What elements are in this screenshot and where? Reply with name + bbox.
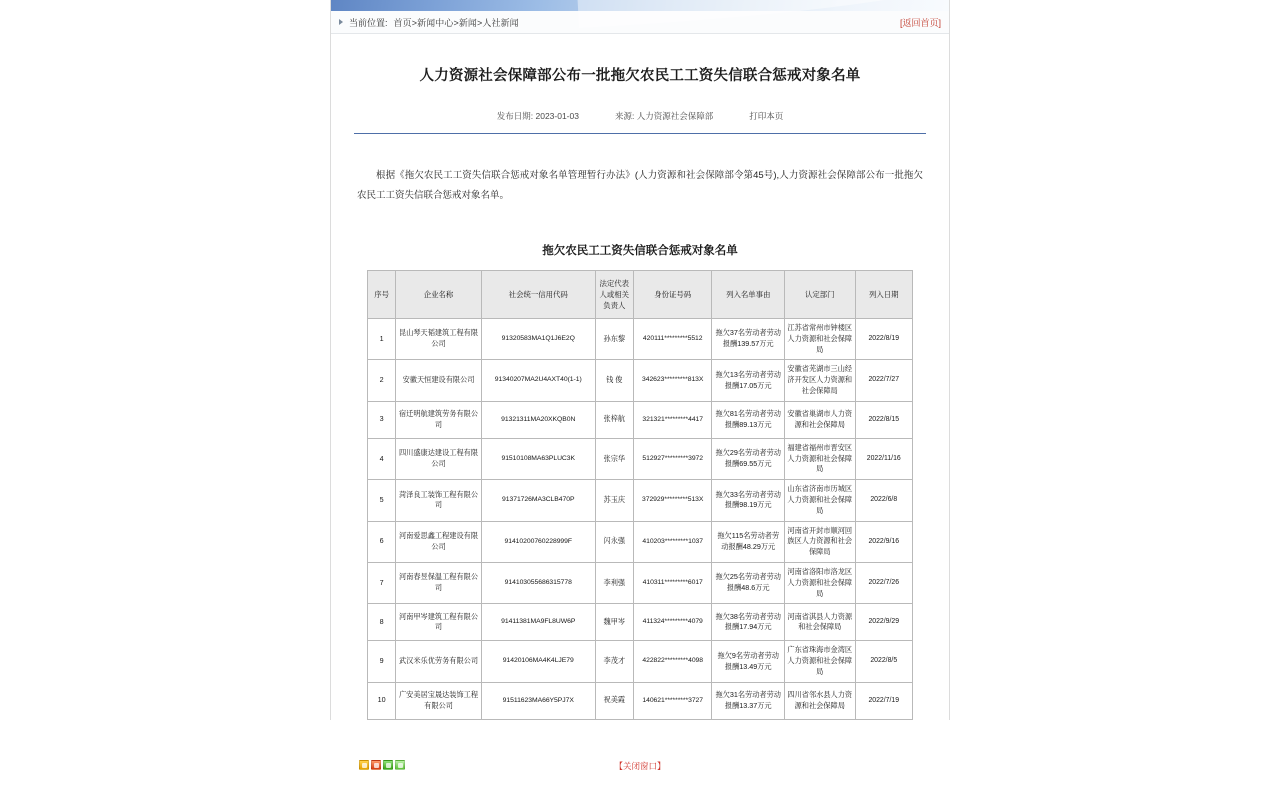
table-container	[353, 270, 927, 720]
article-footer	[331, 742, 949, 786]
article-body	[331, 44, 949, 720]
table-row	[368, 480, 913, 521]
cell-dept: 广东省珠海市金湾区人力资源和社会保障局	[785, 641, 856, 682]
cell-company: 武汉米乐优劳务有限公司	[396, 641, 482, 682]
cell-dept: 安徽省芜湖市三山经济开发区人力资源和社会保障局	[785, 360, 856, 401]
table-row	[368, 562, 913, 603]
cell-company: 四川盛康达建设工程有限公司	[396, 438, 482, 479]
cell-id: 420111*********5512	[633, 319, 712, 360]
cell-reason: 拖欠38名劳动者劳动报酬17.94万元	[712, 604, 785, 641]
table-row	[368, 641, 913, 682]
cell-code: 91510108MA63PLUC3K	[481, 438, 595, 479]
cell-company: 安徽天恒建设有限公司	[396, 360, 482, 401]
cell-code: 91420106MA4K4LJE79	[481, 641, 595, 682]
publish-date-label: 发布日期:	[496, 111, 534, 122]
cell-dept: 河南省淇县人力资源和社会保障局	[785, 604, 856, 641]
cell-date: 2022/9/29	[855, 604, 912, 641]
return-home-link[interactable]: [返回首页]	[899, 17, 941, 28]
cell-id: 342623*********813X	[633, 360, 712, 401]
cell-id: 321321*********4417	[633, 401, 712, 438]
cell-company: 河南甲岑建筑工程有限公司	[396, 604, 482, 641]
cell-id: 422822*********4098	[633, 641, 712, 682]
cell-company: 广安美居宝晟达装饰工程有限公司	[396, 682, 482, 719]
table-body	[368, 319, 913, 720]
table-row	[368, 401, 913, 438]
cell-code: 914103055686315778	[481, 562, 595, 603]
triangle-right-icon	[339, 19, 343, 25]
cell-code: 91321311MA20XKQB0N	[481, 401, 595, 438]
cell-dept: 河南省开封市顺河回族区人力资源和社会保障局	[785, 521, 856, 562]
cell-date: 2022/6/8	[855, 480, 912, 521]
table-head	[368, 271, 913, 319]
cell-rep: 张梓航	[595, 401, 633, 438]
cell-rep: 李茂才	[595, 641, 633, 682]
source-label: 来源:	[614, 111, 635, 122]
close-window-link[interactable]: 【关闭窗口】	[614, 760, 666, 771]
cell-rep: 祝美霞	[595, 682, 633, 719]
cell-date: 2022/9/16	[855, 521, 912, 562]
cell-idx: 10	[368, 682, 396, 719]
cell-id: 410311*********6017	[633, 562, 712, 603]
cell-date: 2022/8/15	[855, 401, 912, 438]
cell-rep: 魏甲岑	[595, 604, 633, 641]
cell-reason: 拖欠115名劳动者劳动报酬48.29万元	[712, 521, 785, 562]
table-row	[368, 438, 913, 479]
source-value: 人力资源社会保障部	[636, 111, 714, 122]
cell-id: 140621*********3727	[633, 682, 712, 719]
cell-date: 2022/7/19	[855, 682, 912, 719]
breadcrumb-path[interactable]: 首页>新闻中心>新闻>人社新闻	[393, 17, 519, 28]
cell-idx: 7	[368, 562, 396, 603]
cell-date: 2022/7/27	[855, 360, 912, 401]
cell-company: 昆山琴天韬建筑工程有限公司	[396, 319, 482, 360]
article-source	[615, 110, 713, 122]
cell-dept: 山东省济南市历城区人力资源和社会保障局	[785, 480, 856, 521]
cell-reason: 拖欠25名劳动者劳动报酬48.6万元	[712, 562, 785, 603]
col-header-date: 列入日期	[855, 271, 912, 319]
cell-id: 512927*********3972	[633, 438, 712, 479]
cell-code: 91340207MA2U4AXT40(1-1)	[481, 360, 595, 401]
cell-code: 91371726MA3CLB470P	[481, 480, 595, 521]
blacklist-table	[367, 270, 913, 720]
cell-company: 河南春昱保温工程有限公司	[396, 562, 482, 603]
cell-idx: 2	[368, 360, 396, 401]
cell-reason: 拖欠13名劳动者劳动报酬17.05万元	[712, 360, 785, 401]
cell-date: 2022/8/5	[855, 641, 912, 682]
table-row	[368, 319, 913, 360]
cell-dept: 河南省洛阳市洛龙区人力资源和社会保障局	[785, 562, 856, 603]
cell-idx: 3	[368, 401, 396, 438]
cell-idx: 4	[368, 438, 396, 479]
cell-rep: 闪永强	[595, 521, 633, 562]
top-banner-graphic	[331, 0, 949, 11]
table-row	[368, 682, 913, 719]
article-paragraph: 根据《拖欠农民工工资失信联合惩戒对象名单管理暂行办法》(人力资源和社会保障部令第45号),人力资源社会保障部公布一批拖欠农民工工资失信联合惩戒对象名单。	[357, 169, 923, 202]
table-header-row	[368, 271, 913, 319]
page-title: 人力资源社会保障部公布一批拖欠农民工工资失信联合惩戒对象名单	[419, 67, 861, 84]
cell-idx: 5	[368, 480, 396, 521]
cell-company: 宿迁明航建筑劳务有限公司	[396, 401, 482, 438]
article-page	[330, 0, 950, 771]
cell-code: 91320583MA1Q1J6E2Q	[481, 319, 595, 360]
cell-company: 菏泽良工装饰工程有限公司	[396, 480, 482, 521]
cell-rep: 张宗华	[595, 438, 633, 479]
cell-reason: 拖欠37名劳动者劳动报酬139.57万元	[712, 319, 785, 360]
title-divider	[354, 133, 926, 134]
col-header-representative: 法定代表人或相关负责人	[595, 271, 633, 319]
col-header-id-number: 身份证号码	[633, 271, 712, 319]
cell-dept: 江苏省常州市钟楼区人力资源和社会保障局	[785, 319, 856, 360]
cell-rep: 苏玉庆	[595, 480, 633, 521]
cell-id: 372929*********513X	[633, 480, 712, 521]
col-header-department: 认定部门	[785, 271, 856, 319]
cell-reason: 拖欠31名劳动者劳动报酬13.37万元	[712, 682, 785, 719]
cell-reason: 拖欠9名劳动者劳动报酬13.49万元	[712, 641, 785, 682]
cell-dept: 安徽省巢湖市人力资源和社会保障局	[785, 401, 856, 438]
cell-date: 2022/8/19	[855, 319, 912, 360]
col-header-reason: 列入名单事由	[712, 271, 785, 319]
cell-idx: 8	[368, 604, 396, 641]
cell-rep: 李利强	[595, 562, 633, 603]
table-caption: 拖欠农民工工资失信联合惩戒对象名单	[542, 245, 738, 257]
col-header-index: 序号	[368, 271, 396, 319]
cell-rep: 钱 俊	[595, 360, 633, 401]
publish-date	[497, 110, 579, 122]
cell-idx: 6	[368, 521, 396, 562]
cell-reason: 拖欠81名劳动者劳动报酬89.13万元	[712, 401, 785, 438]
cell-code: 91411381MA9FL8UW6P	[481, 604, 595, 641]
cell-id: 411324*********4079	[633, 604, 712, 641]
col-header-company: 企业名称	[396, 271, 482, 319]
col-header-credit-code: 社会统一信用代码	[481, 271, 595, 319]
table-row	[368, 521, 913, 562]
cell-dept: 四川省邻水县人力资源和社会保障局	[785, 682, 856, 719]
cell-code: 91511623MA66Y5PJ7X	[481, 682, 595, 719]
cell-dept: 福建省福州市晋安区人力资源和社会保障局	[785, 438, 856, 479]
article-meta	[353, 97, 927, 133]
cell-date: 2022/11/16	[855, 438, 912, 479]
cell-idx: 1	[368, 319, 396, 360]
table-row	[368, 604, 913, 641]
breadcrumb-label: 当前位置:	[349, 17, 388, 28]
cell-reason: 拖欠33名劳动者劳动报酬98.19万元	[712, 480, 785, 521]
table-row	[368, 360, 913, 401]
cell-company: 河南爱思鑫工程建设有限公司	[396, 521, 482, 562]
publish-date-value: 2023-01-03	[535, 111, 579, 122]
cell-rep: 孙东黎	[595, 319, 633, 360]
print-page-link[interactable]: 打印本页	[749, 111, 784, 122]
cell-date: 2022/7/26	[855, 562, 912, 603]
cell-code: 91410200760228999F	[481, 521, 595, 562]
cell-reason: 拖欠29名劳动者劳动报酬69.55万元	[712, 438, 785, 479]
cell-id: 410203*********1037	[633, 521, 712, 562]
cell-idx: 9	[368, 641, 396, 682]
